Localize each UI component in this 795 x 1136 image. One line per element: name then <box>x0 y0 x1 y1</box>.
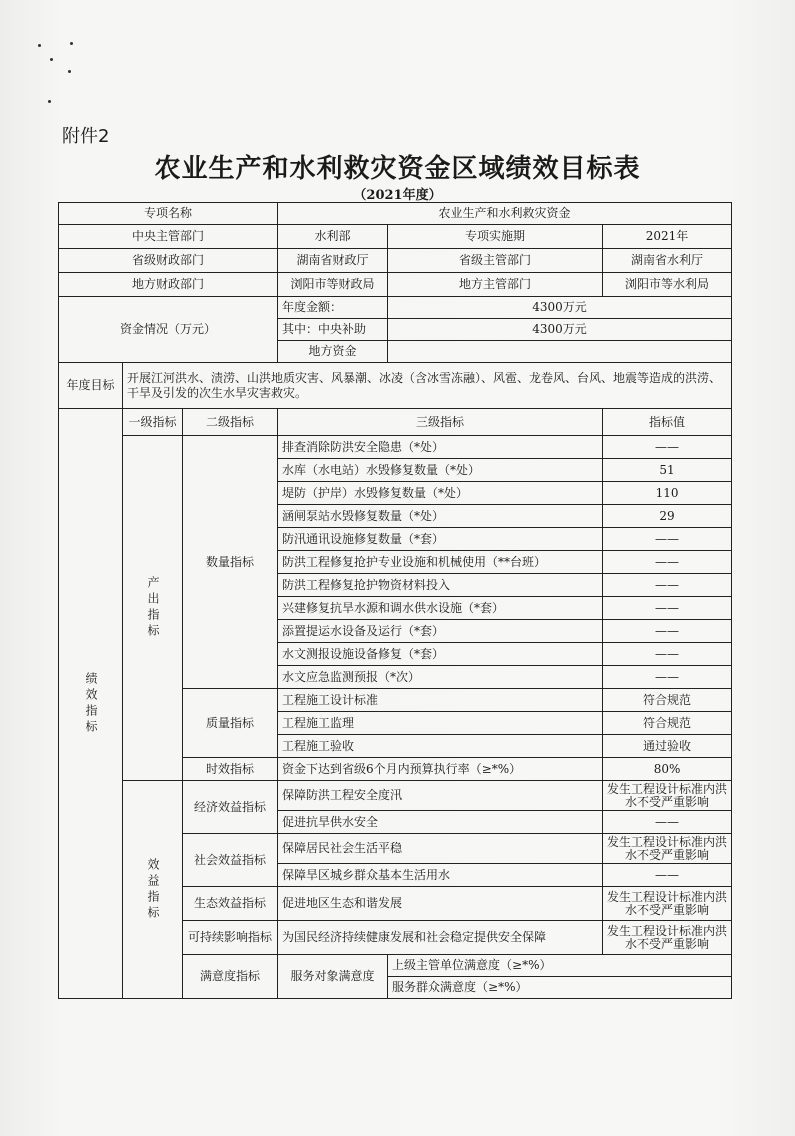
indicator-name: 水库（水电站）水毁修复数量（*处） <box>278 459 603 482</box>
indicator-value: 符合规范 <box>603 712 732 735</box>
indicator-name: 资金下达到省级6个月内预算执行率（≥*%） <box>278 758 603 781</box>
perf-label-cell <box>59 409 123 999</box>
timeliness-label: 时效指标 <box>183 758 278 781</box>
indicator-name: 促进地区生态和谐发展 <box>278 887 603 921</box>
indicator-value: —— <box>603 528 732 551</box>
satisfaction-label: 满意度指标 <box>183 955 278 999</box>
indicator-name: 排查消除防洪安全隐患（*处） <box>278 436 603 459</box>
annual-label: 年度金额： <box>278 297 388 319</box>
funds-label: 资金情况（万元） <box>59 297 278 363</box>
goal-text: 开展江河洪水、渍涝、山洪地质灾害、风暴潮、冰凌（含冰雪冻融）、风雹、龙卷风、台风、地震等造成的洪涝、干旱及引发的次生水旱灾害救灾。 <box>123 363 732 409</box>
local-funds-amount <box>388 341 732 363</box>
indicator-value: —— <box>603 436 732 459</box>
project-name-label: 专项名称 <box>59 203 278 225</box>
indicator-name: 为国民经济持续健康发展和社会稳定提供安全保障 <box>278 921 603 955</box>
l2-header: 二级指标 <box>183 409 278 436</box>
indicator-name: 保障居民社会生活平稳 <box>278 834 603 864</box>
indicator-name: 保障旱区城乡群众基本生活用水 <box>278 864 603 887</box>
goal-label: 年度目标 <box>59 363 123 409</box>
indicator-value: —— <box>603 574 732 597</box>
social-label: 社会效益指标 <box>183 834 278 887</box>
output-label: 产出指标 <box>146 576 160 640</box>
indicator-value: 发生工程设计标准内洪水不受严重影响 <box>603 887 732 921</box>
local-finance-label: 地方财政部门 <box>59 273 278 297</box>
scan-speck <box>70 42 73 45</box>
quality-label: 质量指标 <box>183 689 278 758</box>
local-funds-label: 地方资金 <box>278 341 388 363</box>
info-row <box>59 273 732 297</box>
l3-header: 三级指标 <box>278 409 603 436</box>
indicator-value: 80% <box>603 758 732 781</box>
prov-finance: 湖南省财政厅 <box>278 249 388 273</box>
prov-dept: 湖南省水利厅 <box>603 249 732 273</box>
indicator-value: —— <box>603 666 732 689</box>
central-sub-amount: 4300万元 <box>388 319 732 341</box>
economic-label: 经济效益指标 <box>183 781 278 834</box>
indicator-value: 发生工程设计标准内洪水不受严重影响 <box>603 921 732 955</box>
project-name: 农业生产和水利救灾资金 <box>278 203 732 225</box>
indicator-value: 符合规范 <box>603 689 732 712</box>
indicator-name: 上级主管单位满意度（≥*%） <box>388 955 732 977</box>
table-row <box>59 436 732 459</box>
indicator-value: 发生工程设计标准内洪水不受严重影响 <box>603 781 732 811</box>
output-label-cell <box>123 436 183 781</box>
indicator-value: —— <box>603 811 732 834</box>
indicator-value: —— <box>603 864 732 887</box>
indicator-name: 促进抗旱供水安全 <box>278 811 603 834</box>
info-row <box>59 225 732 249</box>
indicator-value: —— <box>603 597 732 620</box>
indicator-name: 兴建修复抗旱水源和调水供水设施（*套） <box>278 597 603 620</box>
central-sub-label: 其中：中央补助 <box>278 319 388 341</box>
indicator-name: 服务群众满意度（≥*%） <box>388 977 732 999</box>
benefit-label: 效益指标 <box>146 857 160 922</box>
local-finance: 浏阳市等财政局 <box>278 273 388 297</box>
benefit-label-cell <box>123 781 183 999</box>
perf-label: 绩效指标 <box>84 671 98 736</box>
indicator-name: 水文测报设施设备修复（*套） <box>278 643 603 666</box>
performance-table <box>58 202 732 999</box>
indicator-name: 工程施工设计标准 <box>278 689 603 712</box>
indicator-name: 涵闸泵站水毁修复数量（*处） <box>278 505 603 528</box>
table-row <box>59 781 732 811</box>
info-row <box>59 249 732 273</box>
page-title: 农业生产和水利救灾资金区域绩效目标表 <box>154 154 641 184</box>
l1-header: 一级指标 <box>123 409 183 436</box>
header-row <box>59 409 732 436</box>
scan-speck <box>50 58 53 61</box>
indicator-name: 保障防洪工程安全度汛 <box>278 781 603 811</box>
indicator-value: —— <box>603 643 732 666</box>
goal-row <box>59 363 732 409</box>
indicator-value: 29 <box>603 505 732 528</box>
indicator-name: 工程施工监理 <box>278 712 603 735</box>
central-dept: 水利部 <box>278 225 388 249</box>
indicator-name: 防洪工程修复抢护专业设施和机械使用（**台班） <box>278 551 603 574</box>
ecological-label: 生态效益指标 <box>183 887 278 921</box>
funds-row <box>59 297 732 319</box>
indicator-name: 水文应急监测预报（*次） <box>278 666 603 689</box>
sustainable-label: 可持续影响指标 <box>183 921 278 955</box>
local-dept-label: 地方主管部门 <box>388 273 603 297</box>
indicator-name: 堤防（护岸）水毁修复数量（*处） <box>278 482 603 505</box>
service-label: 服务对象满意度 <box>278 955 388 999</box>
indicator-name: 添置提运水设备及运行（*套） <box>278 620 603 643</box>
indicator-value: —— <box>603 551 732 574</box>
indicator-name: 防汛通讯设施修复数量（*套） <box>278 528 603 551</box>
info-row <box>59 203 732 225</box>
indicator-value: —— <box>603 620 732 643</box>
indicator-value: 110 <box>603 482 732 505</box>
annual-amount: 4300万元 <box>388 297 732 319</box>
indicator-value: 发生工程设计标准内洪水不受严重影响 <box>603 834 732 864</box>
indicator-name: 防洪工程修复抢护物资材料投入 <box>278 574 603 597</box>
value-header: 指标值 <box>603 409 732 436</box>
indicator-value: 通过验收 <box>603 735 732 758</box>
period: 2021年 <box>603 225 732 249</box>
prov-finance-label: 省级财政部门 <box>59 249 278 273</box>
scan-speck <box>38 44 41 47</box>
central-dept-label: 中央主管部门 <box>59 225 278 249</box>
prov-dept-label: 省级主管部门 <box>388 249 603 273</box>
attachment-label: 附件2 <box>62 126 110 147</box>
scan-speck <box>68 70 71 73</box>
quantity-label: 数量指标 <box>183 436 278 689</box>
period-label: 专项实施期 <box>388 225 603 249</box>
year-label: （2021年度） <box>353 188 442 203</box>
local-dept: 浏阳市等水利局 <box>603 273 732 297</box>
scan-speck <box>48 100 51 103</box>
indicator-name: 工程施工验收 <box>278 735 603 758</box>
indicator-value: 51 <box>603 459 732 482</box>
